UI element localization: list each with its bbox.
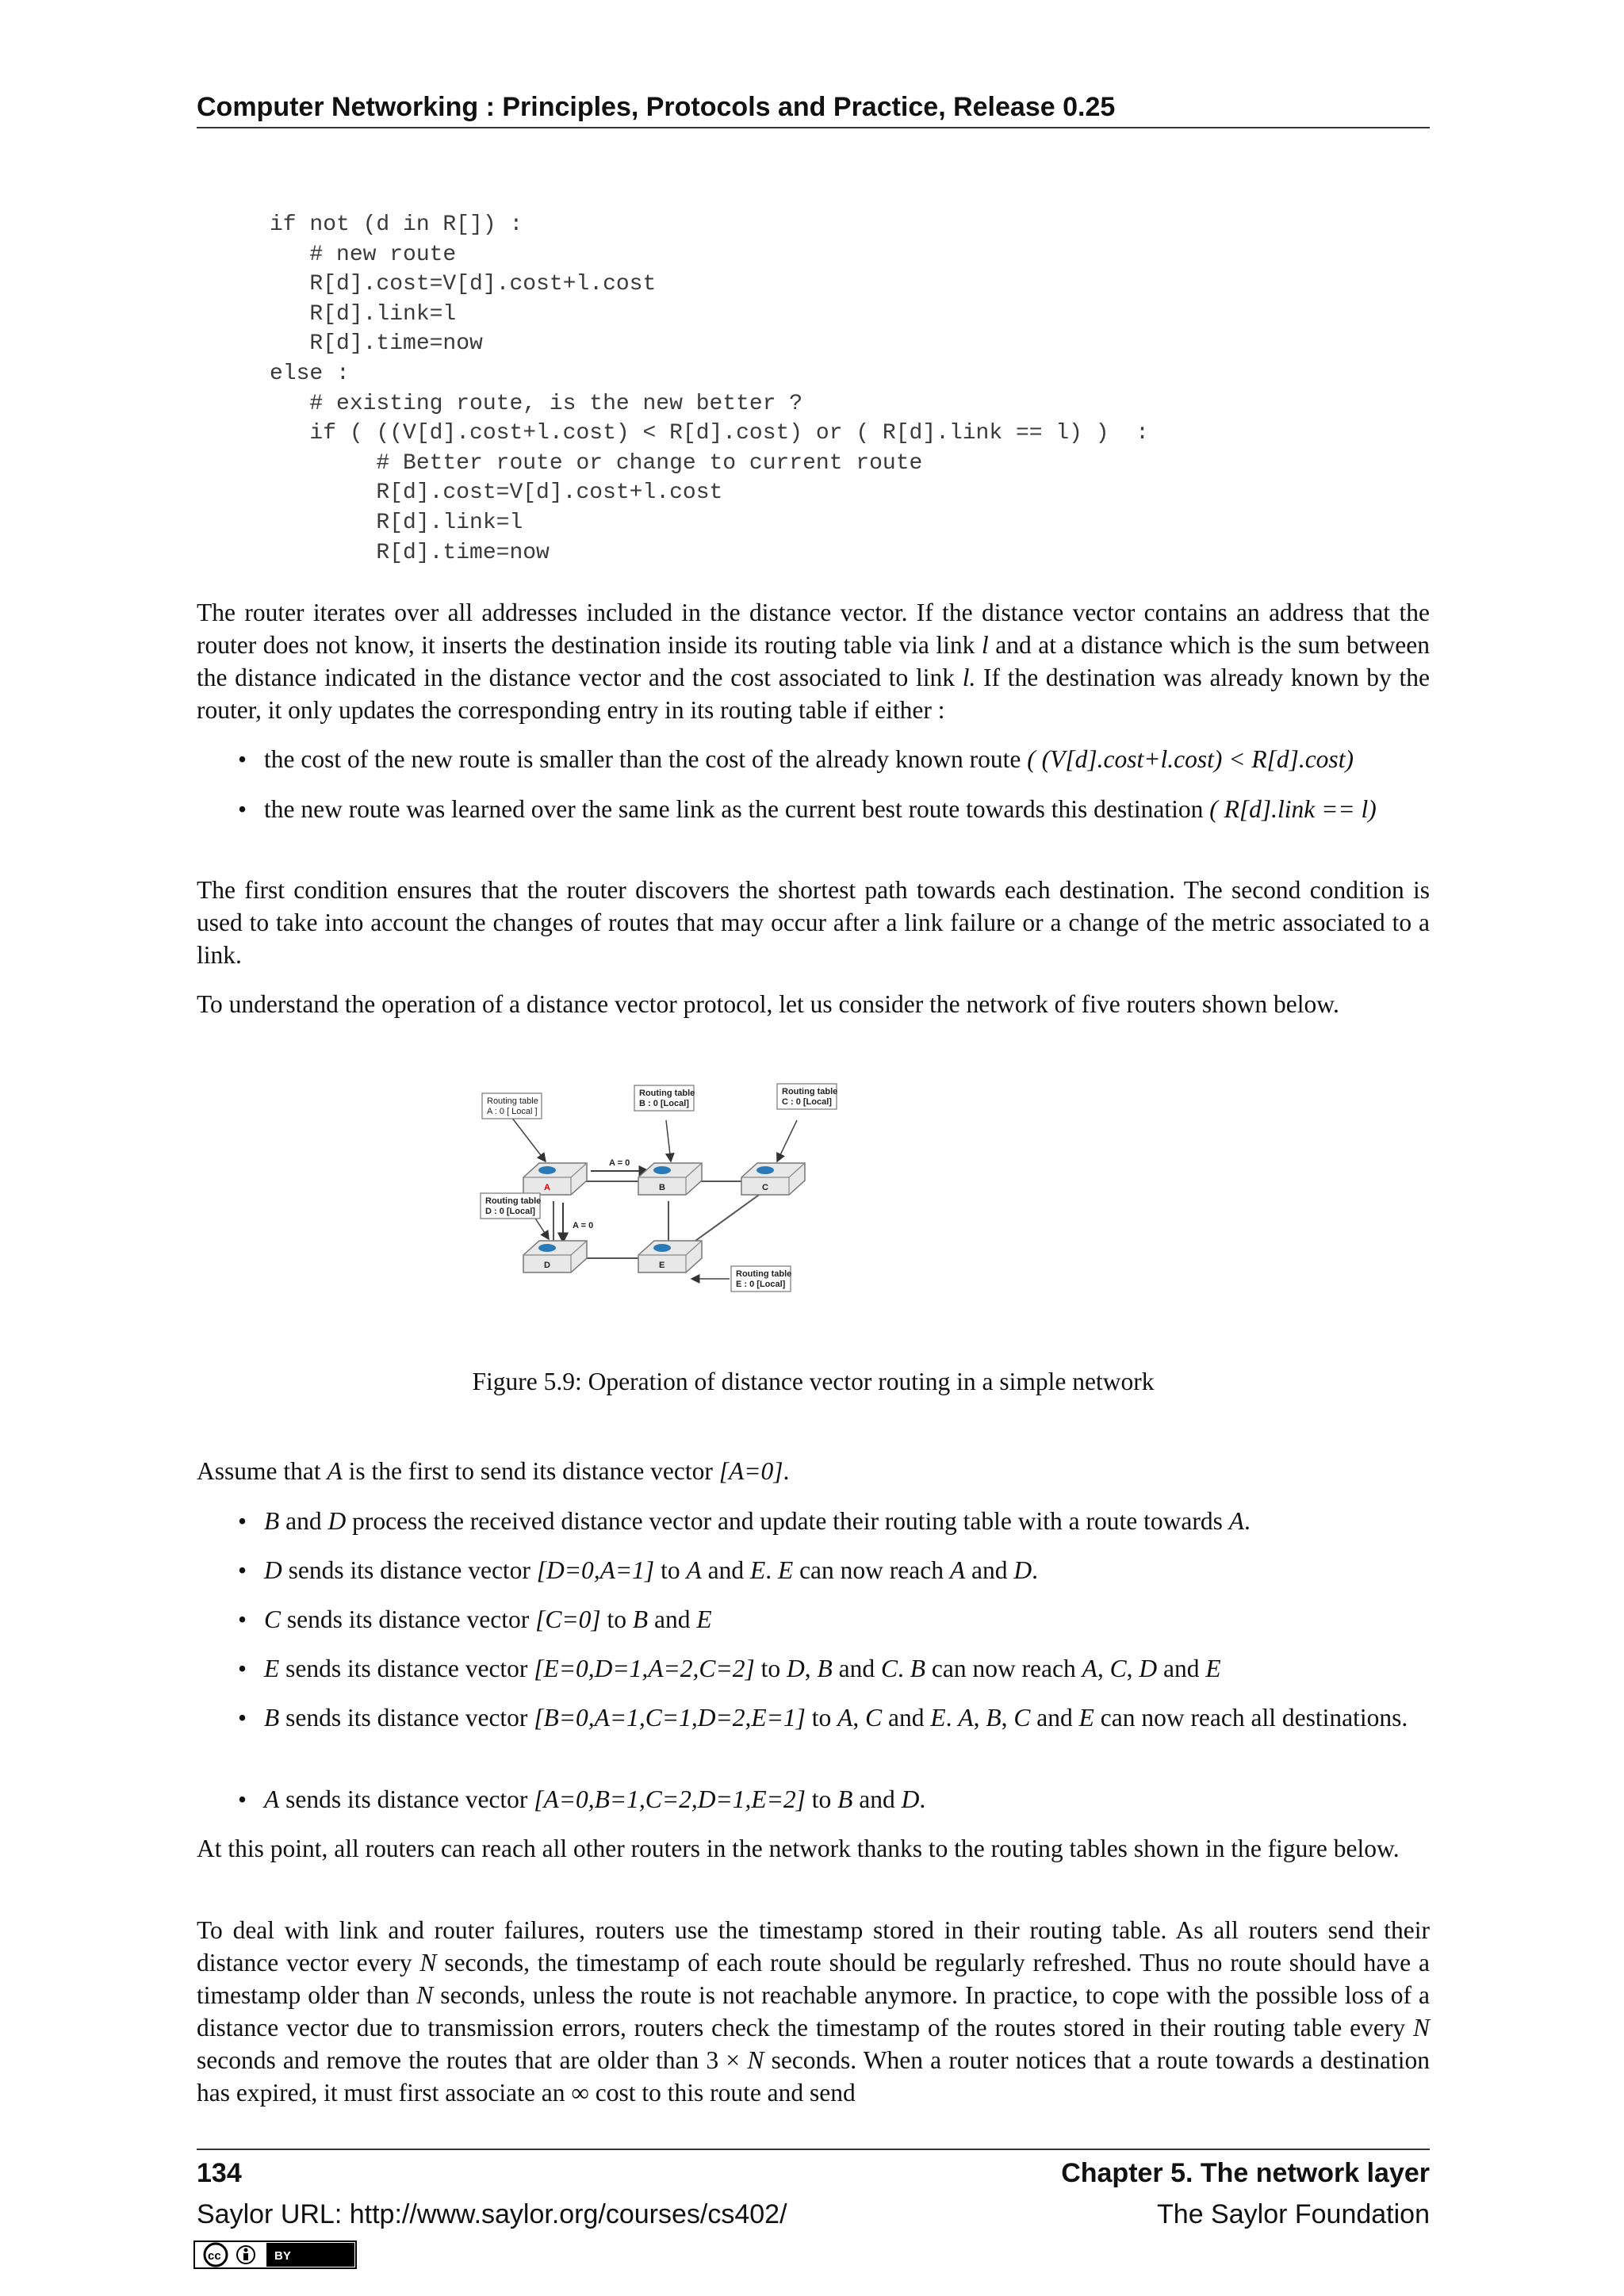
paragraph-router-iterates: The router iterates over all addresses included in the distance vector. If the distance vector contains an address that the router does not know, it inserts the destination inside its routing table via link l and at a distance which is the sum between the distance indicated in the distance vector and the cost associated to link l. If the destination was already known by the router, it only updates the corresponding entry in its routing table if either : xyxy=(197,599,1430,724)
routing-table-b xyxy=(634,1085,695,1111)
router-icon xyxy=(756,1166,774,1174)
bullet-marker: • xyxy=(238,745,247,773)
routing-table-e xyxy=(731,1266,791,1292)
figure-caption: Figure 5.9: Operation of distance vector routing in a simple network xyxy=(472,1368,1155,1395)
bullet-marker: • xyxy=(238,1655,247,1682)
bullet-marker: • xyxy=(238,795,247,823)
condition-same-link: the new route was learned over the same link as the current best route towards this destination ( R[d].link == l) xyxy=(264,795,1377,823)
router-a xyxy=(523,1163,587,1195)
router-label: B xyxy=(659,1183,665,1192)
paragraph-understand-operation: To understand the operation of a distance vector protocol, let us consider the network of five routers shown below. xyxy=(197,990,1339,1018)
header-rule xyxy=(197,127,1430,128)
step-item: B sends its distance vector [B=0,A=1,C=1,D=2,E=1] to A, C and E. A, B, C and E can now reach all destinations. xyxy=(264,1704,1408,1732)
svg-text:cc: cc xyxy=(208,2249,221,2263)
link-c-e xyxy=(687,1193,761,1247)
code-line: if ( ((V[d].cost+l.cost) < R[d].cost) or ( R[d].link == l) ) : xyxy=(270,421,1149,446)
step-item: A sends its distance vector [A=0,B=1,C=2,D=1,E=2] to B and D. xyxy=(264,1785,926,1813)
svg-text:BY: BY xyxy=(274,2249,291,2263)
code-line: R[d].cost=V[d].cost+l.cost xyxy=(270,272,657,297)
svg-text:A : 0 [ Local ]: A : 0 [ Local ] xyxy=(487,1107,538,1116)
paragraph-at-this-point: At this point, all routers can reach all other routers in the network thanks to the routing tables shown in the figure below. xyxy=(197,1835,1400,1862)
condition-cost-smaller: the cost of the new route is smaller than the cost of the already known route ( (V[d].cost+l.cost) < R[d].cost) xyxy=(264,745,1354,773)
svg-text:Routing table: Routing table xyxy=(736,1269,792,1279)
code-line: R[d].link=l xyxy=(270,301,457,327)
code-line: else : xyxy=(270,361,350,386)
svg-text:Routing table: Routing table xyxy=(485,1196,542,1206)
code-line: R[d].time=now xyxy=(270,331,483,357)
router-icon xyxy=(653,1244,671,1252)
routing-table-d xyxy=(481,1193,541,1219)
step-item: C sends its distance vector [C=0] to B and E xyxy=(264,1605,712,1633)
code-line: R[d].link=l xyxy=(270,510,523,535)
footer-rule xyxy=(197,2149,1430,2150)
page-number: 134 xyxy=(197,2158,242,2188)
code-line: # Better route or change to current route xyxy=(270,450,923,476)
paragraph-first-condition: The first condition ensures that the router discovers the shortest path towards each destination. The second condition is used to take into account the changes of routes that may occur after a link failure or a change of the metric associated to a link. xyxy=(197,876,1430,969)
code-line: # new route xyxy=(270,242,457,267)
router-c xyxy=(741,1163,805,1195)
network-figure xyxy=(476,1074,1071,1336)
step-item: B and D process the received distance vector and update their routing table with a route towards A. xyxy=(264,1507,1251,1535)
router-icon xyxy=(538,1244,556,1252)
router-icon xyxy=(538,1166,556,1174)
code-line: R[d].cost=V[d].cost+l.cost xyxy=(270,480,723,506)
cc-license-badge xyxy=(193,2241,357,2269)
bullet-marker: • xyxy=(238,1704,247,1732)
message-label-ad: A = 0 xyxy=(573,1221,594,1230)
svg-text:D : 0 [Local]: D : 0 [Local] xyxy=(485,1207,535,1216)
router-label: A xyxy=(544,1183,550,1192)
step-item: E sends its distance vector [E=0,D=1,A=2,C=2] to D, B and C. B can now reach A, C, D and E xyxy=(264,1655,1221,1682)
router-e xyxy=(638,1241,702,1272)
svg-text:Routing table: Routing table xyxy=(782,1087,838,1096)
svg-text:Routing table: Routing table xyxy=(487,1096,538,1106)
router-label: E xyxy=(659,1261,665,1270)
running-header: Computer Networking : Principles, Protocols and Practice, Release 0.25 xyxy=(197,92,1116,122)
router-b xyxy=(638,1163,702,1195)
svg-text:B : 0 [Local]: B : 0 [Local] xyxy=(639,1099,689,1108)
code-line: # existing route, is the new better ? xyxy=(270,391,803,416)
message-label-ab: A = 0 xyxy=(609,1158,630,1168)
svg-text:E : 0 [Local]: E : 0 [Local] xyxy=(736,1280,786,1289)
router-d xyxy=(523,1241,587,1272)
router-label: C xyxy=(762,1183,768,1192)
code-line: R[d].time=now xyxy=(270,540,550,565)
bullet-marker: • xyxy=(238,1785,247,1813)
router-label: D xyxy=(544,1261,550,1270)
routing-table-c xyxy=(777,1084,837,1109)
paragraph-assume-a-first: Assume that A is the first to send its distance vector [A=0]. xyxy=(197,1457,790,1485)
paragraph-link-failures: To deal with link and router failures, routers use the timestamp stored in their routing table. As all routers send their distance vector every N seconds, the timestamp of each route should be regularly refreshed. Thus no route should have a timestamp older than N seconds, unless the route is not reachable anymore. In practice, to cope with the possible loss of a distance vector due to transmission errors, routers check the timestamp of the routes stored in their routing table every N seconds and remove the routes that are older than 3 × N seconds. When a router notices that a route towards a destination has expired, it must first associate an ∞ cost to this route and send xyxy=(197,1916,1430,2107)
routing-table-a xyxy=(482,1093,542,1119)
bullet-marker: • xyxy=(238,1605,247,1633)
bullet-marker: • xyxy=(238,1556,247,1584)
svg-text:Routing table: Routing table xyxy=(639,1089,695,1098)
chapter-title: Chapter 5. The network layer xyxy=(1061,2158,1430,2188)
bullet-marker: • xyxy=(238,1507,247,1535)
code-line: if not (d in R[]) : xyxy=(270,212,523,237)
code-listing xyxy=(270,210,1149,568)
step-item: D sends its distance vector [D=0,A=1] to A and E. E can now reach A and D. xyxy=(264,1556,1038,1584)
saylor-url: Saylor URL: http://www.saylor.org/courses/cs402/ xyxy=(197,2199,787,2229)
svg-text:C : 0 [Local]: C : 0 [Local] xyxy=(782,1097,832,1107)
publisher-name: The Saylor Foundation xyxy=(1157,2199,1430,2229)
router-icon xyxy=(653,1166,671,1174)
